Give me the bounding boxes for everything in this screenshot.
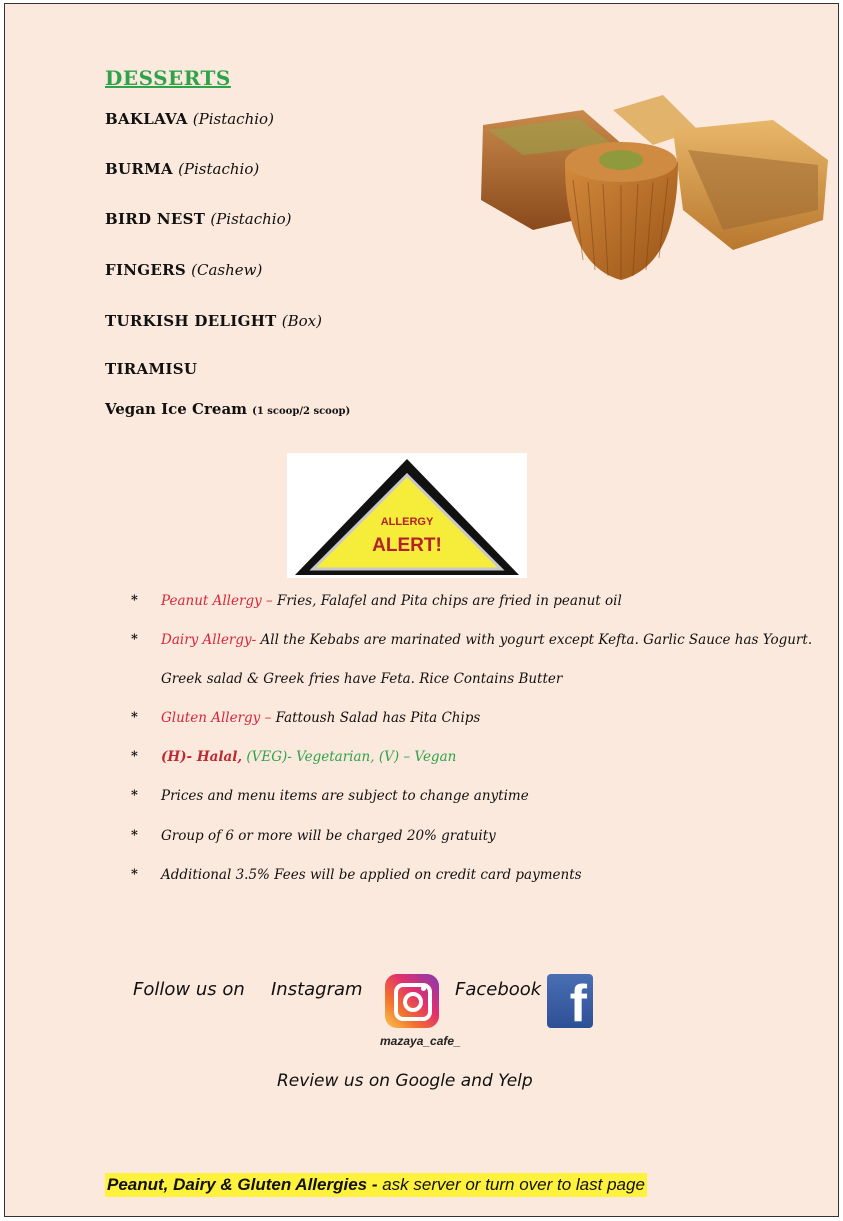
instagram-handle[interactable]: mazaya_cafe_ [380, 1034, 461, 1048]
alert-line2: ALERT! [372, 535, 442, 556]
dessert-item [105, 260, 262, 279]
dessert-name: FINGERS [105, 261, 187, 279]
dessert-item [105, 209, 291, 228]
review-text: Review us on Google and Yelp [277, 1071, 533, 1091]
footer-bold: Peanut, Dairy & Gluten Allergies - [107, 1175, 378, 1194]
note-text: Greek salad & Greek fries have Feta. Rice Contains Butter [161, 671, 563, 687]
footer-rest: ask server or turn over to last page [377, 1175, 645, 1194]
menu-page [4, 3, 839, 1217]
dessert-note: (Box) [281, 312, 322, 330]
dessert-name: BAKLAVA [105, 110, 188, 128]
bullet: * [131, 749, 138, 764]
note-label: Peanut Allergy – [161, 593, 273, 609]
dessert-item [105, 359, 197, 378]
dessert-item [105, 109, 274, 128]
dessert-name: BURMA [105, 160, 173, 178]
note-text: Group of 6 or more will be charged 20% gratuity [161, 828, 496, 844]
dessert-name: Vegan Ice Cream [105, 400, 248, 418]
bullet: * [131, 593, 138, 608]
facebook-label[interactable]: Facebook [455, 979, 542, 1000]
note-text: Additional 3.5% Fees will be applied on credit card payments [161, 867, 582, 883]
facebook-icon[interactable]: f [547, 974, 593, 1028]
instagram-label[interactable]: Instagram [271, 979, 363, 1000]
allergy-footer-note [105, 1173, 647, 1197]
dessert-item [105, 311, 322, 330]
note-text: All the Kebabs are marinated with yogurt except Kefta. Garlic Sauce has Yogurt. [256, 632, 813, 648]
baklava-image [473, 90, 833, 290]
bullet: * [131, 867, 138, 882]
allergy-alert-image [287, 453, 527, 578]
dessert-note: (Pistachio) [192, 110, 274, 128]
dessert-note: (Pistachio) [178, 160, 260, 178]
dessert-name: TURKISH DELIGHT [105, 312, 277, 330]
bullet: * [131, 632, 138, 647]
veg-label: (VEG)- Vegetarian, (V) – Vegan [242, 749, 457, 765]
bullet: * [131, 710, 138, 725]
bullet: * [131, 788, 138, 803]
halal-label: (H)- Halal, [161, 749, 243, 765]
dessert-item [105, 159, 259, 178]
dessert-note: (Cashew) [191, 261, 263, 279]
dessert-item [105, 399, 350, 418]
dessert-name: BIRD NEST [105, 210, 206, 228]
note-text: Fattoush Salad has Pita Chips [271, 710, 481, 726]
note-label: Dairy Allergy- [161, 632, 257, 648]
instagram-icon[interactable] [385, 974, 439, 1028]
alert-line1: ALLERGY [380, 516, 434, 528]
note-text: Fries, Falafel and Pita chips are fried in peanut oil [272, 593, 622, 609]
bullet: * [131, 828, 138, 843]
follow-us-label: Follow us on [133, 979, 245, 1000]
dessert-name: TIRAMISU [105, 360, 198, 378]
note-text: Prices and menu items are subject to change anytime [161, 788, 529, 804]
dessert-note: (Pistachio) [210, 210, 292, 228]
section-title: DESSERTS [105, 66, 231, 90]
note-label: Gluten Allergy – [161, 710, 272, 726]
dessert-note: (1 scoop/2 scoop) [252, 406, 351, 417]
